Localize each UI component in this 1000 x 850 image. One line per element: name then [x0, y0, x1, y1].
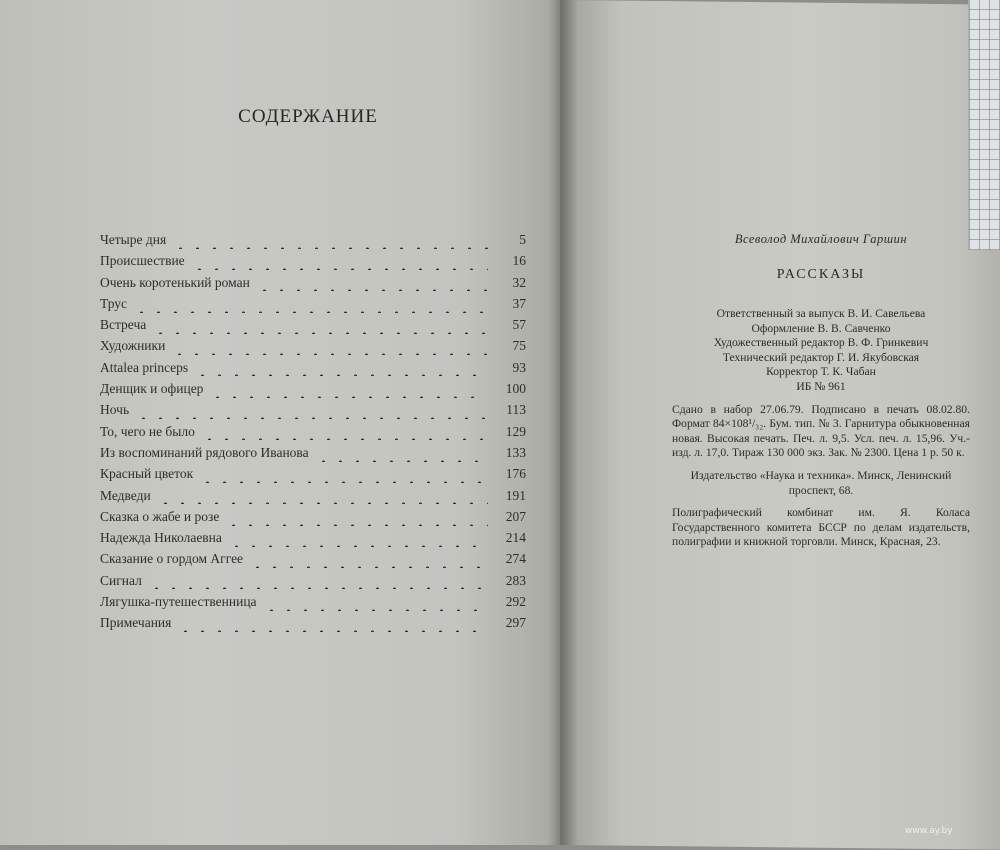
- dot-leader: [133, 301, 488, 313]
- toc-entry: [100, 253, 526, 274]
- toc-entry: [100, 296, 526, 317]
- toc-entry-label: Сказка о жабе и розе: [100, 508, 220, 524]
- toc-entry: [100, 573, 526, 594]
- credit-line: Художественный редактор В. Ф. Гринкевич: [713, 336, 929, 350]
- publisher: Издательство «Наука и техника». Минск, Ленинский проспект, 68.: [690, 468, 952, 497]
- toc-entry: [100, 530, 526, 551]
- dot-leader: [194, 364, 488, 376]
- toc-entry-label: Надежда Николаевна: [100, 530, 222, 546]
- toc-entry-label: Очень коротенький роман: [100, 274, 250, 290]
- toc-entry-page: 57: [512, 317, 526, 333]
- ruler: [968, 0, 1000, 250]
- toc-entry-page: 16: [512, 253, 526, 269]
- dot-leader: [249, 556, 488, 568]
- book-gutter: [548, 0, 578, 845]
- toc-title: СОДЕРЖАНИЕ: [238, 106, 378, 127]
- toc-entry-page: 292: [505, 594, 526, 610]
- dot-leader: [171, 343, 488, 355]
- toc-entry-label: Из воспоминаний рядового Иванова: [100, 444, 309, 460]
- toc-entry-page: 207: [505, 508, 526, 524]
- credits-list: [672, 307, 970, 395]
- toc-entry-page: 75: [512, 338, 526, 354]
- toc-entry-label: Примечания: [100, 615, 172, 631]
- dot-leader: [199, 471, 488, 483]
- toc-entry-page: 5: [519, 232, 526, 247]
- toc-entry-label: Встреча: [100, 317, 147, 333]
- toc-entry-page: 274: [505, 551, 526, 567]
- dot-leader: [157, 492, 488, 504]
- dot-leader: [172, 237, 488, 249]
- toc-entry-page: 191: [505, 487, 526, 503]
- toc-entry-label: Денщик и офицер: [100, 381, 204, 397]
- toc-entry: [100, 424, 526, 445]
- toc-entry-label: Четыре дня: [100, 232, 167, 247]
- toc-entry: [100, 594, 526, 615]
- toc-entry-page: 214: [505, 530, 526, 546]
- toc-entry: [100, 360, 526, 381]
- toc-list: [100, 232, 526, 637]
- toc-entry: [100, 488, 526, 509]
- colophon: [672, 232, 970, 550]
- toc-entry-label: Лягушка-путешественница: [100, 594, 257, 610]
- author-name: Всеволод Михайлович Гаршин: [734, 232, 908, 246]
- toc-entry: [100, 445, 526, 466]
- dot-leader: [225, 514, 488, 526]
- toc-entry: [100, 338, 526, 359]
- toc-entry: [100, 466, 526, 487]
- toc-entry: [100, 509, 526, 530]
- dot-leader: [177, 620, 488, 632]
- toc-entry: [100, 381, 526, 402]
- dot-leader: [315, 450, 488, 462]
- toc-entry-label: Attalea princeps: [100, 359, 189, 375]
- toc-entry-label: Красный цветок: [100, 466, 194, 482]
- credit-line: Технический редактор Г. И. Якубовская: [722, 350, 920, 364]
- book-title: РАССКАЗЫ: [776, 267, 866, 282]
- toc-entry-page: 93: [512, 359, 526, 375]
- dot-leader: [152, 322, 488, 334]
- toc-entry-page: 133: [505, 444, 526, 460]
- dot-leader: [148, 577, 488, 589]
- toc-entry-label: Сказание о гордом Аггее: [100, 551, 244, 567]
- toc-entry-page: 129: [505, 423, 526, 439]
- dot-leader: [256, 279, 488, 291]
- toc-entry: [100, 275, 526, 296]
- toc-entry-label: Художники: [100, 338, 166, 354]
- dot-leader: [209, 386, 488, 398]
- toc-entry-label: Ночь: [100, 402, 130, 418]
- toc-entry-label: Происшествие: [100, 253, 185, 269]
- toc-entry-label: Трус: [100, 295, 128, 311]
- printer: Полиграфический комбинат им. Я. Коласа Государственного комитета БССР по делам издательств, полиграфии и книжной торговли. Минск, Красная, 23.: [672, 506, 970, 549]
- toc-entry-page: 32: [512, 274, 526, 290]
- credit-line: Корректор Т. К. Чабан: [766, 365, 876, 379]
- dot-leader: [228, 535, 488, 547]
- toc-entry-page: 297: [505, 615, 526, 631]
- print-info: Сдано в набор 27.06.79. Подписано в печать 08.02.80. Формат 84×108¹/₃₂. Бум. тип. № 3. Гарнитура обыкновенная новая. Высокая печать. Печ. л. 9,5. Усл. печ. л. 15,96. Уч.-изд. л. 17,0. Тираж 130 000 экз. Зак. № 2300. Цена 1 р. 50 к.: [672, 402, 970, 460]
- toc-entry: [100, 402, 526, 423]
- toc-entry-page: 37: [512, 295, 526, 311]
- toc-entry-page: 283: [505, 572, 526, 588]
- toc-entry-page: 100: [505, 381, 526, 397]
- watermark: www.ay.by: [905, 826, 953, 836]
- credit-line: Оформление В. В. Савченко: [751, 321, 891, 335]
- toc-entry-label: Сигнал: [100, 572, 142, 588]
- toc-entry-page: 113: [506, 402, 526, 418]
- toc-entry-page: 176: [505, 466, 526, 482]
- toc-entry: [100, 615, 526, 636]
- toc-entry: [100, 551, 526, 572]
- toc-entry: [100, 232, 526, 253]
- dot-leader: [201, 428, 488, 440]
- dot-leader: [135, 407, 488, 419]
- toc-entry-label: То, чего не было: [100, 423, 195, 439]
- toc-entry-label: Медведи: [100, 487, 151, 503]
- toc-entry: [100, 317, 526, 338]
- credit-line: Ответственный за выпуск В. И. Савельева: [716, 307, 926, 320]
- dot-leader: [191, 258, 488, 270]
- credit-line: ИБ № 961: [796, 379, 846, 393]
- dot-leader: [263, 599, 488, 611]
